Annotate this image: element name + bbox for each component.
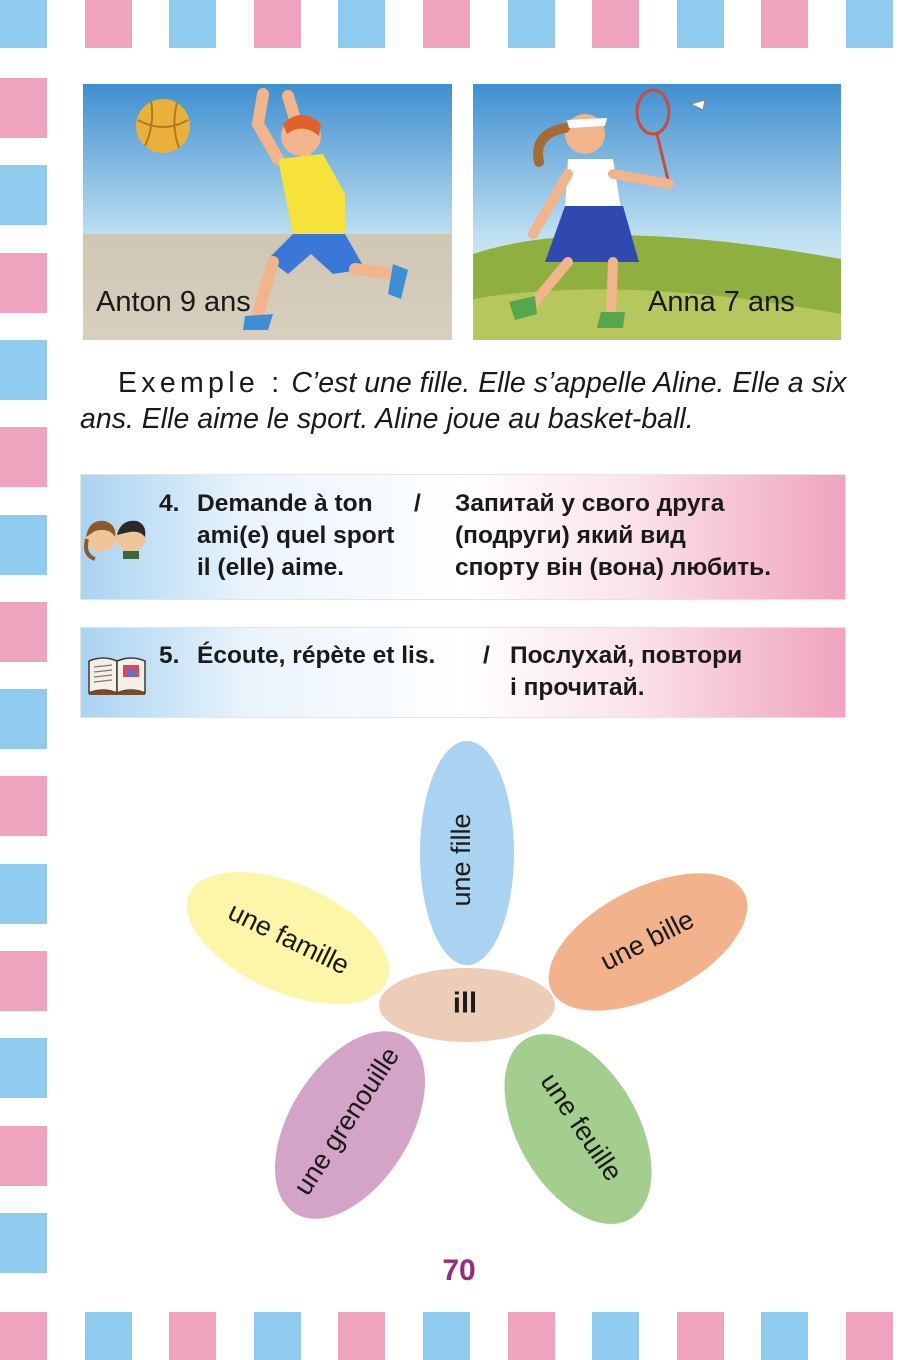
task-instruction-fr: Demande à ton ami(e) quel sport il (elle) aime. — [197, 490, 395, 581]
example-text: C’est une fille. Elle s’appelle Aline. Elle a six ans. Elle aime le sport. Aline joue au basket-ball. — [80, 367, 847, 435]
petal-une-bille — [527, 845, 768, 1039]
task-separator: / — [414, 490, 421, 517]
petal-label: une grenouille — [287, 1041, 406, 1201]
task-instruction-fr: Écoute, répète et lis. — [197, 642, 436, 669]
petal-une-famille — [167, 845, 408, 1032]
example-label: Exemple : — [118, 367, 284, 399]
petal-une-grenouille — [244, 1005, 456, 1245]
task-number: 5. — [159, 642, 180, 669]
petal-une-feuille — [474, 1009, 682, 1249]
petal-label: une famille — [223, 896, 355, 981]
petal-une-fille — [420, 741, 514, 965]
task-instruction-ua: Запитай у свого друга (подруги) який вид спорту він (вона) любить. — [455, 490, 772, 581]
petal-label: une bille — [595, 904, 699, 977]
petal-label: une fille — [446, 813, 477, 907]
page-number: 70 — [442, 1254, 476, 1287]
picture-caption: Anna 7 ans — [648, 286, 795, 318]
task-number: 4. — [159, 490, 180, 517]
picture-caption: Anton 9 ans — [96, 286, 251, 318]
task-separator: / — [483, 642, 490, 669]
flower-center — [379, 968, 555, 1042]
task-instruction-ua: Послухай, повтори і прочитай. — [510, 642, 743, 701]
flower-center-label: ill — [452, 987, 478, 1020]
petal-label: une feuille — [534, 1067, 629, 1187]
